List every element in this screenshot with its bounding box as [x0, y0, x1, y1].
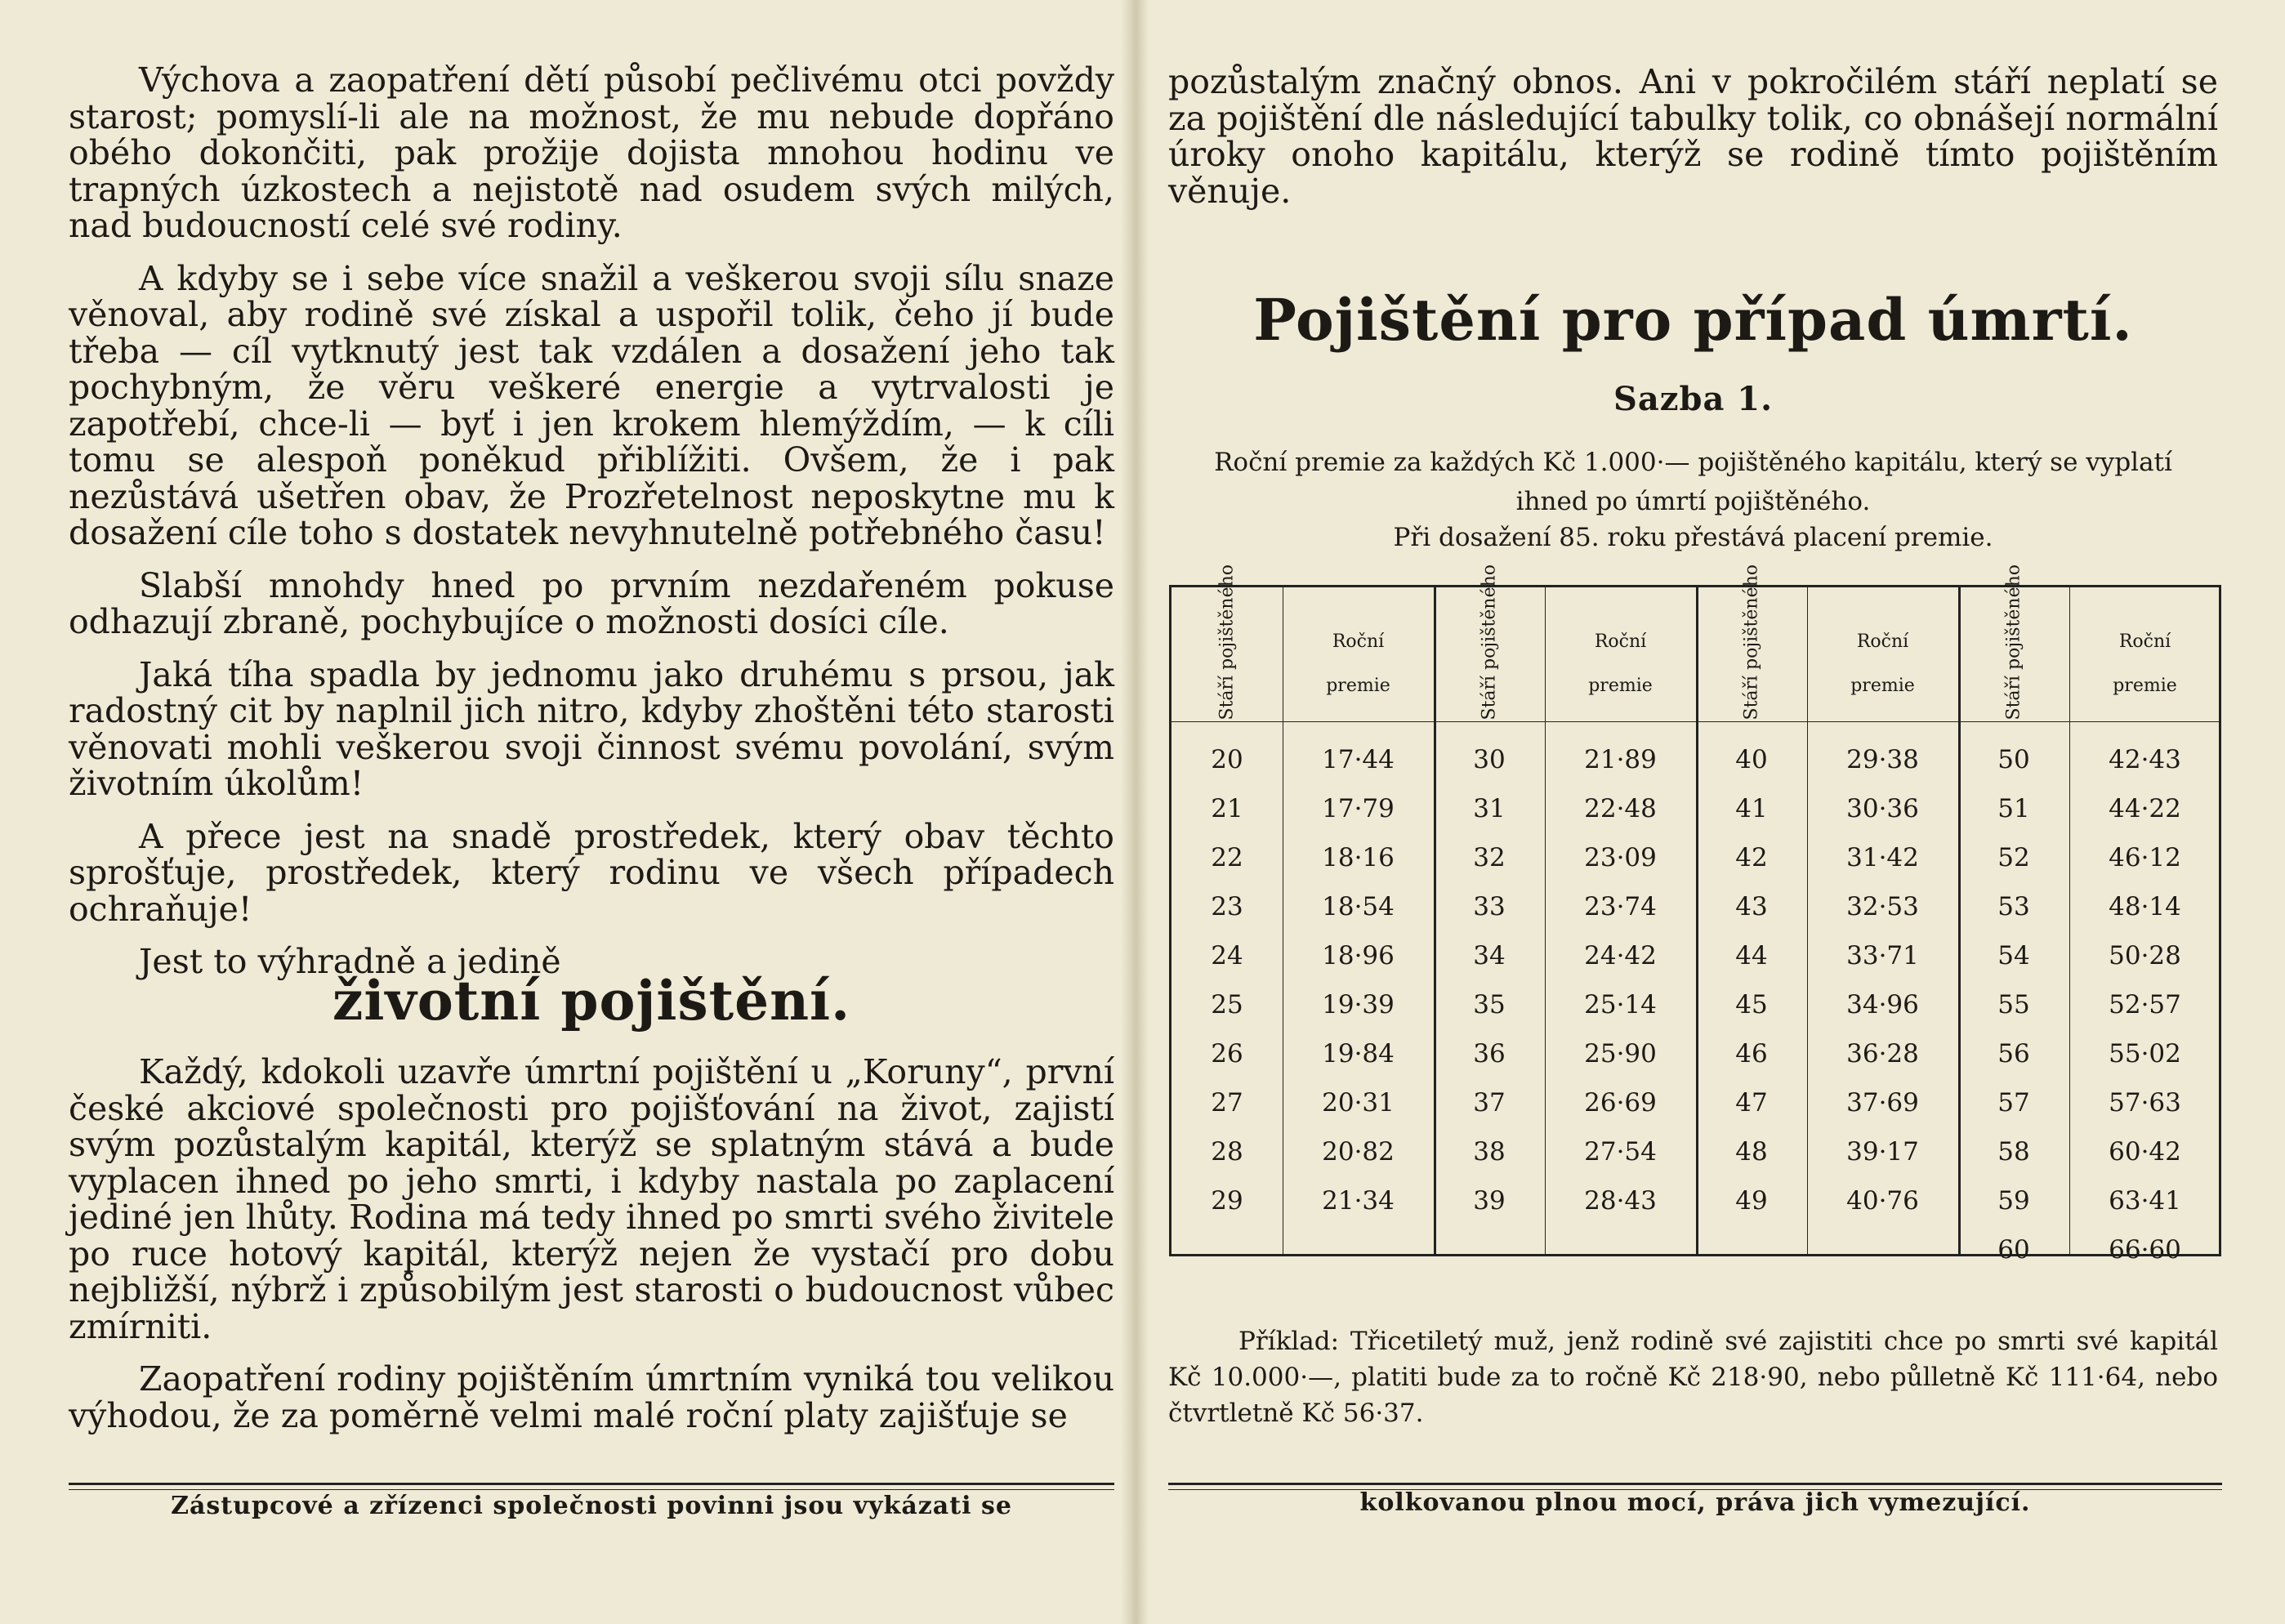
rate-heading: Sazba 1.	[1613, 380, 1774, 418]
premium-cell: 57·63	[2109, 1088, 2181, 1118]
paragraph: Každý, kdokoli uzavře úmrtní pojištění u „Koruny“, první české akciové společnosti pro pojišťování na život, zajistí svým pozůstalým kapitál, kterýž se splatným stává a bude vyplacen ihned po jeho smrti, i kdyby nastala po zaplacení jediné jen lhůty. Rodina má tedy ihned po smrti svého živitele po ruce hotový kapitál, kterýž nejen že vystačí pro dobu nejbližší, nýbrž i způsobilým jest starosti o budoucnost vůbec zmírniti.	[69, 1052, 1114, 1346]
premium-cell: 23·09	[1584, 843, 1657, 872]
right-footer-text: kolkovanou plnou mocí, práva jich vymezující.	[1359, 1488, 2031, 1517]
life-insurance-title: životní pojištění.	[332, 969, 851, 1033]
note-line-2: ihned po úmrtí pojištěného.	[1515, 487, 1871, 516]
premium-header-line-2: premie	[1850, 676, 1915, 696]
age-column-header-label: Stáří pojištěného	[1216, 564, 1238, 720]
age-column-header	[1726, 564, 1777, 720]
age-cell: 47	[1735, 1088, 1768, 1118]
age-cell: 60	[1997, 1235, 2030, 1265]
premium-cell: 18·54	[1322, 892, 1395, 921]
age-cell: 35	[1473, 990, 1506, 1019]
premium-column-header	[1818, 620, 1948, 708]
left-footer-text: Zástupcové a zřízenci společnosti povinni jsou vykázati se	[171, 1492, 1012, 1520]
premium-cell: 28·43	[1584, 1186, 1657, 1216]
age-cell: 56	[1997, 1039, 2030, 1069]
premium-cell: 18·16	[1322, 843, 1395, 872]
premium-cell: 25·90	[1584, 1039, 1657, 1069]
premium-cell: 52·57	[2109, 990, 2181, 1019]
table-column-divider	[1807, 587, 1808, 1254]
age-cell: 34	[1473, 941, 1506, 970]
premium-cell: 60·42	[2109, 1137, 2181, 1167]
premium-cell: 25·14	[1584, 990, 1657, 1019]
premium-cell: 26·69	[1584, 1088, 1657, 1118]
note-line-3: Při dosažení 85. roku přestává placení premie.	[1393, 523, 1993, 552]
age-cell: 31	[1473, 794, 1506, 823]
age-cell: 37	[1473, 1088, 1506, 1118]
premium-cell: 40·76	[1846, 1186, 1919, 1216]
age-cell: 36	[1473, 1039, 1506, 1069]
paragraph: Výchova a zaopatření dětí působí pečlivému otci povždy starost; pomyslí-li ale na možnost, že mu nebude dopřáno obého dokončiti, pak prožije dojista mnohou hodinu ve trapných úzkostech a nejistotě nad osudem svých milých, nad budoucností celé své rodiny.	[69, 60, 1114, 245]
age-cell: 59	[1997, 1186, 2030, 1216]
age-cell: 49	[1735, 1186, 1768, 1216]
premium-cell: 44·22	[2109, 794, 2181, 823]
premium-header-line-1: Roční	[1856, 631, 1909, 652]
age-cell: 51	[1997, 794, 2030, 823]
premium-cell: 55·02	[2109, 1039, 2181, 1069]
premium-cell: 19·84	[1322, 1039, 1395, 1069]
left-body-text-2	[69, 1054, 1114, 1450]
age-column-header	[1988, 564, 2039, 720]
age-cell: 43	[1735, 892, 1768, 921]
age-cell: 42	[1735, 843, 1768, 872]
example-text	[1168, 1323, 2218, 1431]
premium-cell: 18·96	[1322, 941, 1395, 970]
note-line-1: Roční premie za každých Kč 1.000·— pojištěného kapitálu, který se vyplatí	[1214, 448, 2172, 477]
premium-cell: 21·34	[1322, 1186, 1395, 1216]
age-cell: 54	[1997, 941, 2030, 970]
premium-cell: 27·54	[1584, 1137, 1657, 1167]
table-column-divider	[2069, 587, 2070, 1254]
age-cell: 57	[1997, 1088, 2030, 1118]
age-cell: 21	[1211, 794, 1243, 823]
footer-rule-thin	[69, 1489, 1114, 1490]
age-cell: 50	[1997, 745, 2030, 774]
premium-cell: 42·43	[2109, 745, 2181, 774]
rate-table	[1169, 564, 2221, 1265]
premium-cell: 24·42	[1584, 941, 1657, 970]
age-cell: 28	[1211, 1137, 1243, 1167]
premium-header-line-2: premie	[2113, 676, 2177, 696]
age-column-header	[1464, 564, 1515, 720]
premium-header-line-1: Roční	[1332, 631, 1385, 652]
death-insurance-title: Pojištění pro případ úmrtí.	[1253, 286, 2133, 354]
right-intro-text	[1168, 64, 2218, 225]
premium-cell: 29·38	[1846, 745, 1919, 774]
left-body-text	[69, 62, 1114, 997]
premium-header-line-1: Roční	[1594, 631, 1647, 652]
age-cell: 24	[1211, 941, 1243, 970]
age-cell: 41	[1735, 794, 1768, 823]
table-group-divider	[1958, 587, 1961, 1254]
age-cell: 29	[1211, 1186, 1243, 1216]
age-column-header-label: Stáří pojištěného	[1479, 564, 1500, 720]
premium-cell: 22·48	[1584, 794, 1657, 823]
table-column-divider	[1545, 587, 1546, 1254]
premium-cell: 31·42	[1846, 843, 1919, 872]
premium-cell: 17·44	[1322, 745, 1395, 774]
premium-cell: 46·12	[2109, 843, 2181, 872]
age-cell: 46	[1735, 1039, 1768, 1069]
footer-rule	[69, 1483, 1114, 1485]
age-column-header	[1202, 564, 1252, 720]
premium-cell: 19·39	[1322, 990, 1395, 1019]
premium-column-header	[1555, 620, 1686, 708]
premium-cell: 20·31	[1322, 1088, 1395, 1118]
age-cell: 33	[1473, 892, 1506, 921]
premium-header-line-2: premie	[1326, 676, 1390, 696]
age-cell: 32	[1473, 843, 1506, 872]
premium-column-header	[1293, 620, 1424, 708]
premium-cell: 32·53	[1846, 892, 1919, 921]
premium-cell: 36·28	[1846, 1039, 1919, 1069]
premium-cell: 30·36	[1846, 794, 1919, 823]
premium-cell: 63·41	[2109, 1186, 2181, 1216]
premium-header-line-1: Roční	[2118, 631, 2171, 652]
paragraph: Jaká tíha spadla by jednomu jako druhému s prsou, jak radostný cit by naplnil jich nitro, kdyby zhoštěni této starosti věnovati mohli veškerou svoji činnost svému povolání, svým životním úkolům!	[69, 654, 1114, 803]
premium-cell: 20·82	[1322, 1137, 1395, 1167]
age-cell: 44	[1735, 941, 1768, 970]
age-cell: 26	[1211, 1039, 1243, 1069]
age-cell: 27	[1211, 1088, 1243, 1118]
age-cell: 25	[1211, 990, 1243, 1019]
premium-header-line-2: premie	[1588, 676, 1653, 696]
premium-cell: 50·28	[2109, 941, 2181, 970]
age-column-header-label: Stáří pojištěného	[2003, 564, 2024, 720]
premium-cell: 34·96	[1846, 990, 1919, 1019]
age-cell: 39	[1473, 1186, 1506, 1216]
paragraph: Jest to výhradně a jedině	[139, 942, 561, 981]
age-cell: 55	[1997, 990, 2030, 1019]
age-cell: 58	[1997, 1137, 2030, 1167]
book-gutter	[1121, 0, 1149, 1624]
paragraph: Příklad: Třicetiletý muž, jenž rodině své zajistiti chce po smrti své kapitál Kč 10.000·—, platiti bude za to ročně Kč 218·90, nebo půlletně Kč 111·64, nebo čtvrtletně Kč 56·37.	[1168, 1327, 2218, 1428]
premium-cell: 66·60	[2109, 1235, 2181, 1265]
paragraph: A přece jest na snadě prostředek, který obav těchto sprošťuje, prostředek, který rodinu ve všech případech ochraňuje!	[69, 816, 1114, 929]
table-header-rule	[1172, 721, 2219, 722]
paragraph: A kdyby se i sebe více snažil a veškerou svoji sílu snaze věnoval, aby rodině své získal a uspořil tolik, čeho jí bude třeba — cíl vytknutý jest tak vzdálen a dosažení jeho tak pochybným, že věru veškeré energie a vytrvalosti je zapotřebí, chce-li — byť i jen krokem hlemýždím, — k cíli tomu se alespoň poněkud přiblížiti. Ovšem, že i pak nezůstává ušetřen obav, že Prozřetelnost neposkytne mu k dosažení cíle toho s dostatek nevyhnutelně potřebného času!	[69, 258, 1114, 552]
premium-cell: 33·71	[1846, 941, 1919, 970]
paragraph: Slabší mnohdy hned po prvním nezdařeném pokuse odhazují zbraně, pochybujíce o možnosti dosíci cíle.	[69, 565, 1114, 641]
premium-cell: 48·14	[2109, 892, 2181, 921]
age-cell: 48	[1735, 1137, 1768, 1167]
premium-cell: 37·69	[1846, 1088, 1919, 1118]
table-group-divider	[1434, 587, 1436, 1254]
age-cell: 30	[1473, 745, 1506, 774]
premium-cell: 21·89	[1584, 745, 1657, 774]
age-cell: 22	[1211, 843, 1243, 872]
age-cell: 38	[1473, 1137, 1506, 1167]
paragraph: Zaopatření rodiny pojištěním úmrtním vyniká tou velikou výhodou, že za poměrně velmi malé roční platy zajišťuje se	[69, 1359, 1114, 1435]
footer-rule	[1168, 1483, 2222, 1485]
age-cell: 40	[1735, 745, 1768, 774]
premium-cell: 23·74	[1584, 892, 1657, 921]
premium-column-header	[2080, 620, 2211, 708]
paragraph: pozůstalým značný obnos. Ani v pokročilém stáří neplatí se za pojištění dle následující tabulky tolik, co obnášejí normální úroky onoho kapitálu, kterýž se rodině tímto pojištěním věnuje.	[1168, 62, 2218, 211]
age-cell: 52	[1997, 843, 2030, 872]
age-cell: 23	[1211, 892, 1243, 921]
age-column-header-label: Stáří pojištěného	[1741, 564, 1762, 720]
age-cell: 45	[1735, 990, 1768, 1019]
premium-cell: 17·79	[1322, 794, 1395, 823]
premium-cell: 39·17	[1846, 1137, 1919, 1167]
table-group-divider	[1696, 587, 1698, 1254]
age-cell: 20	[1211, 745, 1243, 774]
age-cell: 53	[1997, 892, 2030, 921]
